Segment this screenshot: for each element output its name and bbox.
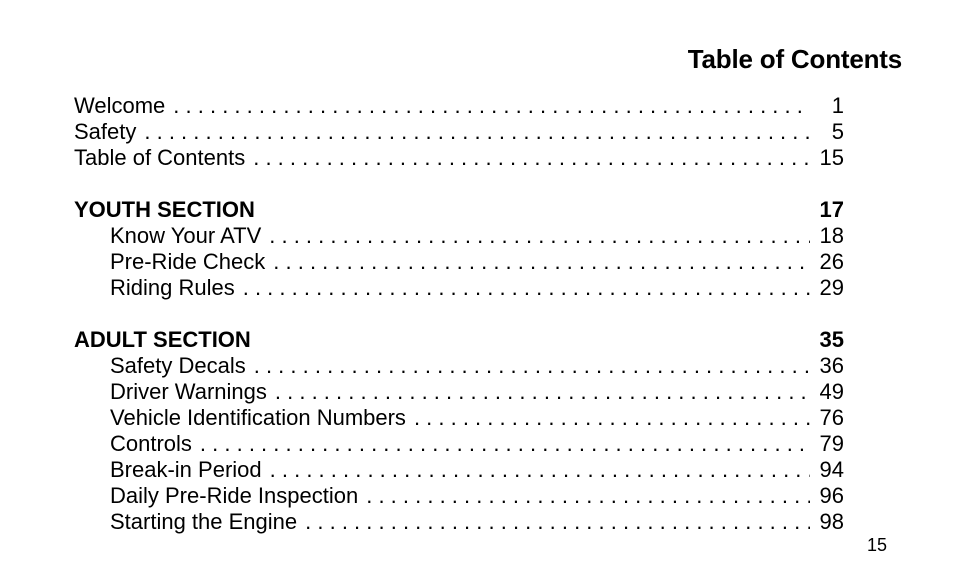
toc-entry-page: 1	[831, 93, 844, 118]
section-page: 17	[819, 197, 844, 222]
dot-leader	[254, 353, 810, 379]
dot-leader	[366, 483, 810, 509]
toc-entry-page: 98	[819, 509, 844, 534]
toc-entry-starting-the-engine[interactable]	[74, 509, 844, 535]
toc-entry-page: 5	[831, 119, 844, 144]
toc-entry-page: 36	[819, 353, 844, 378]
toc-entry-table-of-contents[interactable]	[74, 145, 844, 171]
toc-entry-page: 49	[819, 379, 844, 404]
toc-entry-label: Break-in Period	[110, 457, 262, 482]
dot-leader	[144, 119, 810, 145]
dot-leader	[305, 509, 810, 535]
toc-entry-safety-decals[interactable]	[74, 353, 844, 379]
toc-entry-controls[interactable]	[74, 431, 844, 457]
toc-entry-label: Welcome	[74, 93, 166, 118]
toc-entry-label: Safety Decals	[110, 353, 246, 378]
dot-leader	[414, 405, 810, 431]
section-page: 35	[819, 327, 844, 352]
toc-entry-label: Table of Contents	[74, 145, 246, 170]
toc-entry-label: Daily Pre-Ride Inspection	[110, 483, 359, 508]
toc-entry-riding-rules[interactable]	[74, 275, 844, 301]
dot-leader	[273, 249, 810, 275]
toc-entry-page: 15	[819, 145, 844, 170]
dot-leader	[269, 223, 810, 249]
toc-entry-page: 94	[819, 457, 844, 482]
toc-section-youth[interactable]	[74, 197, 844, 223]
toc-entry-break-in-period[interactable]	[74, 457, 844, 483]
toc-entry-daily-pre-ride-inspection[interactable]	[74, 483, 844, 509]
toc-entry-label: Starting the Engine	[110, 509, 298, 534]
toc-entry-label: Driver Warnings	[110, 379, 267, 404]
dot-leader	[200, 431, 810, 457]
table-of-contents	[74, 93, 844, 535]
toc-entry-label: Riding Rules	[110, 275, 235, 300]
dot-leader	[270, 457, 810, 483]
toc-entry-safety[interactable]	[74, 119, 844, 145]
toc-entry-label: Vehicle Identification Numbers	[110, 405, 406, 430]
dot-leader	[253, 145, 810, 171]
toc-entry-label: Pre-Ride Check	[110, 249, 266, 274]
dot-leader	[243, 275, 810, 301]
section-title: YOUTH SECTION	[74, 197, 255, 222]
toc-entry-label: Controls	[110, 431, 192, 456]
toc-entry-page: 26	[819, 249, 844, 274]
toc-entry-welcome[interactable]	[74, 93, 844, 119]
page-title: Table of Contents	[687, 44, 902, 74]
toc-entry-page: 76	[819, 405, 844, 430]
toc-entry-page: 18	[819, 223, 844, 248]
toc-entry-label: Know Your ATV	[110, 223, 262, 248]
dot-leader	[173, 93, 810, 119]
toc-entry-know-your-atv[interactable]	[74, 223, 844, 249]
toc-entry-label: Safety	[74, 119, 137, 144]
toc-section-adult[interactable]	[74, 327, 844, 353]
toc-entry-pre-ride-check[interactable]	[74, 249, 844, 275]
dot-leader	[275, 379, 810, 405]
toc-entry-page: 79	[819, 431, 844, 456]
toc-entry-page: 29	[819, 275, 844, 300]
toc-entry-driver-warnings[interactable]	[74, 379, 844, 405]
toc-entry-vehicle-identification-numbers[interactable]	[74, 405, 844, 431]
toc-entry-page: 96	[819, 483, 844, 508]
section-title: ADULT SECTION	[74, 327, 251, 352]
page-number: 15	[866, 535, 887, 555]
